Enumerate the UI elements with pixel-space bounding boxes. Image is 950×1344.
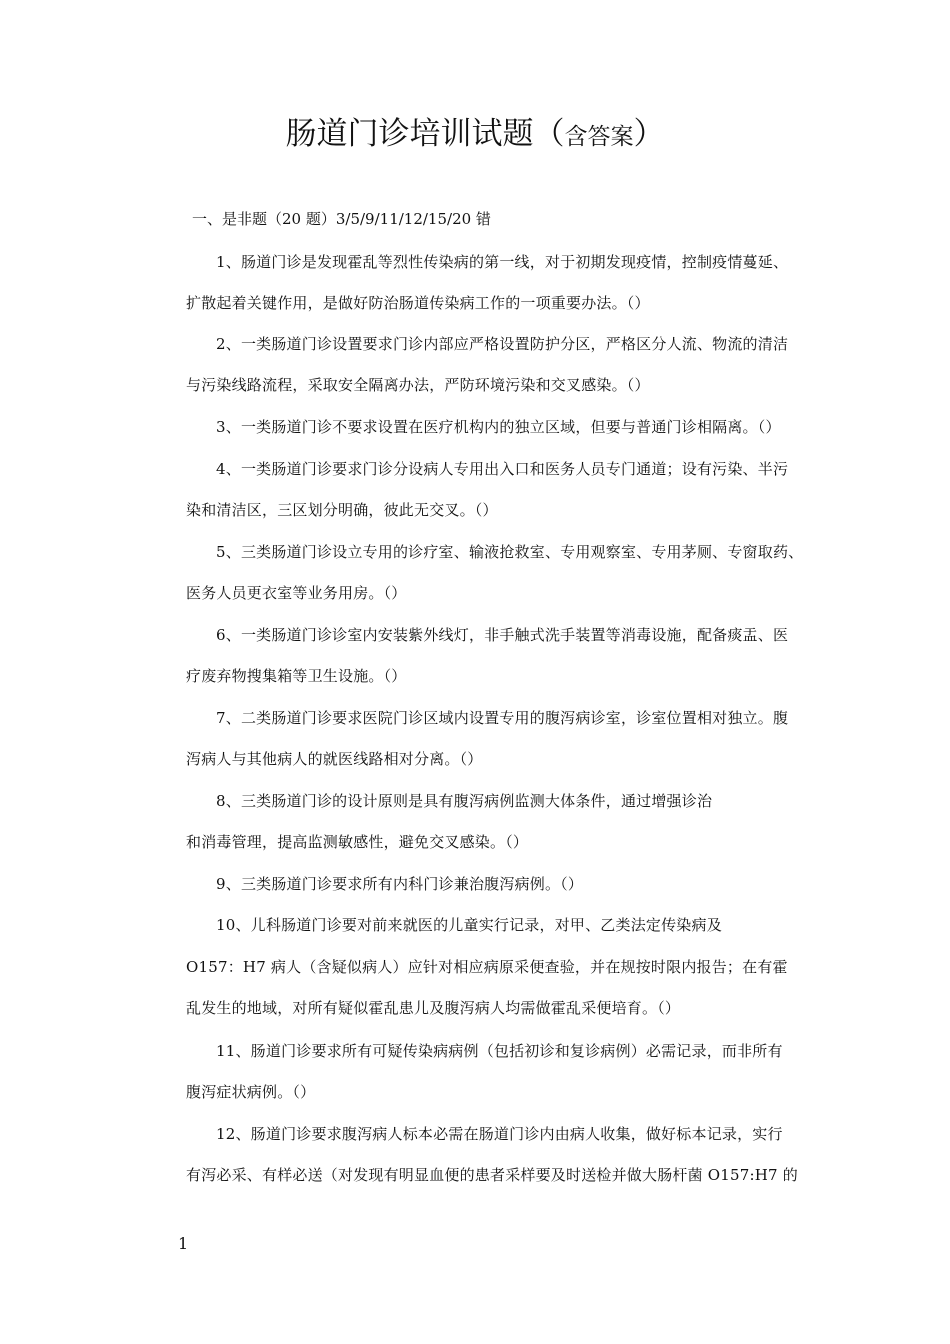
question-9-line-1: 9、三类肠道门诊要求所有内科门诊兼治腹泻病例。（） (216, 875, 584, 893)
question-8-line-2: 和消毒管理，提高监测敏感性，避免交叉感染。（） (186, 833, 529, 851)
page-number: 1 (178, 1234, 189, 1253)
question-6-line-2: 疗废弃物搜集箱等卫生设施。（） (186, 667, 407, 685)
title-main: 肠道门诊培训试题（ (285, 116, 565, 152)
question-5-line-2: 医务人员更衣室等业务用房。（） (186, 584, 407, 602)
section-heading: 一、是非题（20 题）3/5/9/11/12/15/20 错 (192, 210, 491, 228)
question-10-line-1: 10、儿科肠道门诊要对前来就医的儿童实行记录，对甲、乙类法定传染病及 (216, 916, 722, 934)
title-subtitle: 含答案 (564, 124, 634, 150)
question-2-line-2: 与污染线路流程，采取安全隔离办法，严防环境污染和交叉感染。（） (186, 376, 650, 394)
title-end: ） (633, 116, 665, 152)
question-2-line-1: 2、一类肠道门诊设置要求门诊内部应严格设置防护分区，严格区分人流、物流的清洁 (216, 335, 789, 353)
question-1-line-2: 扩散起着关键作用，是做好防治肠道传染病工作的一项重要办法。（） (186, 294, 650, 312)
question-8-line-1: 8、三类肠道门诊的设计原则是具有腹泻病例监测大体条件，通过增强诊治 (216, 792, 713, 810)
question-6-line-1: 6、一类肠道门诊诊室内安装紫外线灯，非手触式洗手装置等消毒设施，配备痰盂、医 (216, 626, 789, 644)
question-3-line-1: 3、一类肠道门诊不要求设置在医疗机构内的独立区域，但要与普通门诊相隔离。（） (216, 418, 781, 436)
question-10-line-2: O157：H7 病人（含疑似病人）应针对相应病原采便查验，并在规按时限内报告；在有霍 (186, 958, 788, 976)
question-12-line-2: 有泻必采、有样必送（对发现有明显血便的患者采样要及时送检并做大肠杆菌 O157:H7 的 (186, 1166, 798, 1184)
question-12-line-1: 12、肠道门诊要求腹泻病人标本必需在肠道门诊内由病人收集，做好标本记录，实行 (216, 1125, 783, 1143)
question-11-line-1: 11、肠道门诊要求所有可疑传染病病例（包括初诊和复诊病例）必需记录，而非所有 (216, 1042, 783, 1060)
question-4-line-2: 染和清洁区，三区划分明确，彼此无交叉。（） (186, 501, 498, 519)
question-7-line-2: 泻病人与其他病人的就医线路相对分离。（） (186, 750, 483, 768)
question-7-line-1: 7、二类肠道门诊要求医院门诊区域内设置专用的腹泻病诊室，诊室位置相对独立。腹 (216, 709, 789, 727)
question-1-line-1: 1、肠道门诊是发现霍乱等烈性传染病的第一线，对于初期发现疫情，控制疫情蔓延、 (216, 253, 789, 271)
question-11-line-2: 腹泻症状病例。（） (186, 1083, 316, 1101)
question-4-line-1: 4、一类肠道门诊要求门诊分设病人专用出入口和医务人员专门通道；设有污染、半污 (216, 460, 789, 478)
question-5-line-1: 5、三类肠道门诊设立专用的诊疗室、输液抢救室、专用观察室、专用茅厕、专窗取药、 (216, 543, 804, 561)
page-title (0, 112, 950, 159)
question-10-line-3: 乱发生的地域，对所有疑似霍乱患儿及腹泻病人均需做霍乱采便培育。（） (186, 999, 681, 1017)
